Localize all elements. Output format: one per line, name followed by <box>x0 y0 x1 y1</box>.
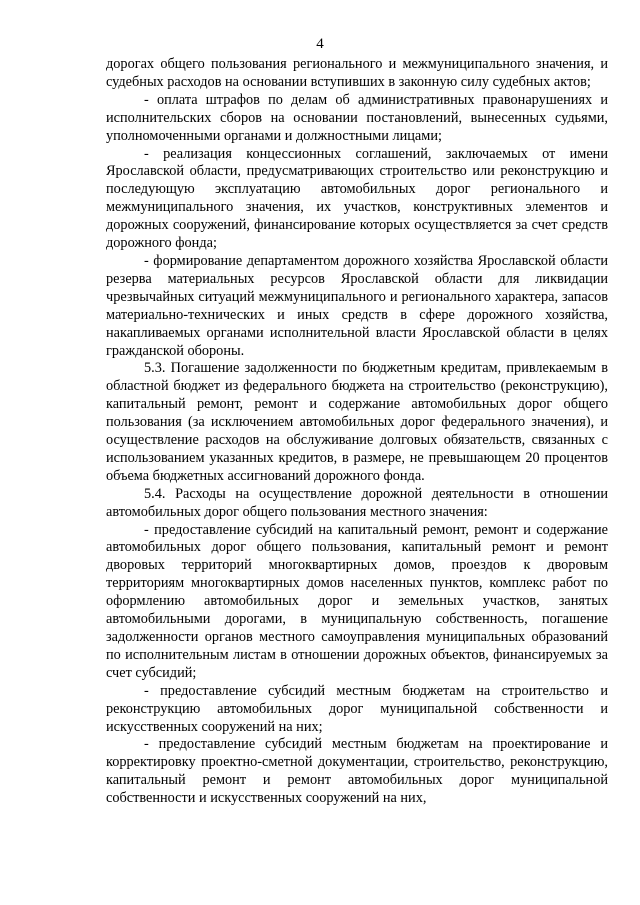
paragraph-5-3: 5.3. Погашение задолженности по бюджетным кредитам, привлекаемым в областной бюджет из федерального бюджета на строительство (реконструкцию), капитальный ремонт, ремонт и содержание автомобильных дорог общего пользования (за исключением автомобильных дорог федерального значения), и осуществление расходов на обслуживание долговых обязательств, связанных с использованием указанных кредитов, в размере, не превышающем 20 процентов объема бюджетных ассигнований дорожного фонда. <box>106 360 608 484</box>
paragraph-subsidies-construction: - предоставление субсидий местным бюджетам на строительство и реконструкцию автомобильных дорог муниципальной собственности и искусственных сооружений на них; <box>106 682 608 735</box>
paragraph-concessions: - реализация концессионных соглашений, заключаемых от имени Ярославской области, предусматривающих строительство или реконструкцию и последующую эксплуатацию автомобильных дорог регионального и межмуниципального значения, их участков, конструктивных элементов и дорожных сооружений, финансирование которых осуществляется за счет средств дорожного фонда; <box>106 145 608 252</box>
paragraph-continuation: дорогах общего пользования регионального и межмуниципального значения, и судебных расходов на основании вступивших в законную силу судебных актов; <box>106 56 608 90</box>
paragraph-subsidies-repair: - предоставление субсидий на капитальный ремонт, ремонт и содержание автомобильных дорог общего пользования, капитальный ремонт и ремонт дворовых территорий многоквартирных домов, проездов к дворовым территориям многоквартирных домов населенных пунктов, комплекс работ по оформлению автомобильных дорог и земельных участков, занятых автомобильными дорогами, в муниципальную собственность, погашение задолженности органов местного самоуправления муниципальных образований по исполнительным листам в отношении дорожных объектов, финансируемых за счет субсидий; <box>106 521 608 681</box>
paragraph-fines: - оплата штрафов по делам об административных правонарушениях и исполнительских сборов на основании постановлений, вынесенных судьями, уполномоченными органами и должностными лицами; <box>106 91 608 144</box>
paragraph-subsidies-design: - предоставление субсидий местным бюджетам на проектирование и корректировку проектно-сметной документации, строительство, реконструкцию, капитальный ремонт и ремонт автомобильных дорог муниципальной собственности и искусственных сооружений на них, <box>106 736 608 807</box>
document-body <box>106 56 608 808</box>
paragraph-5-4: 5.4. Расходы на осуществление дорожной деятельности в отношении автомобильных дорог общего пользования местного значения: <box>106 485 608 520</box>
page-number: 4 <box>316 36 324 52</box>
paragraph-reserve: - формирование департаментом дорожного хозяйства Ярославской области резерва материальных ресурсов Ярославской области для ликвидации чрезвычайных ситуаций межмуниципального и регионального характера, запасов материально-технических и иных средств в сфере дорожного хозяйства, накапливаемых органами исполнительной власти Ярославской области в целях гражданской обороны. <box>106 252 608 359</box>
